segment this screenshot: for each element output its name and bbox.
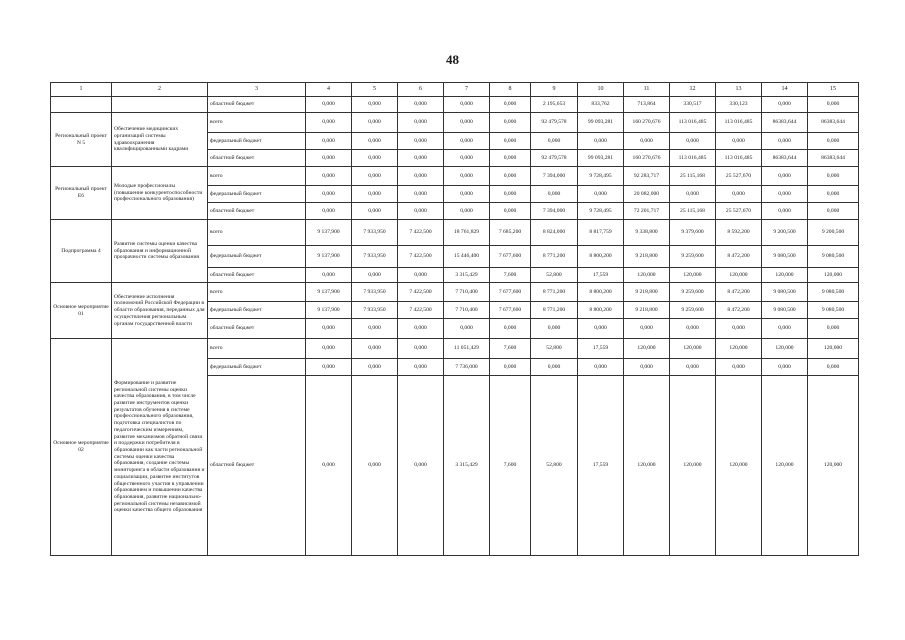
column-header: 12 xyxy=(670,83,716,97)
value-cell: 0,000 xyxy=(352,113,398,133)
value-cell: 0,000 xyxy=(762,319,808,339)
program-description-cell: Обеспечение исполнения полномочий Российской Федерации в области образования, переданных для осуществления региональным органам государственной власти xyxy=(112,283,208,339)
value-cell: 9 379,600 xyxy=(670,220,716,246)
value-cell: 86383,644 xyxy=(762,150,808,167)
value-cell: 7 677,600 xyxy=(490,283,531,302)
value-cell: 0,000 xyxy=(490,167,531,186)
value-cell: 99 093,281 xyxy=(578,113,624,133)
value-cell: 0,000 xyxy=(444,167,490,186)
value-cell: 113 016,485 xyxy=(716,150,762,167)
value-cell: 0,000 xyxy=(306,339,352,359)
funding-source-cell: областной бюджет xyxy=(208,97,306,113)
value-cell: 17,559 xyxy=(578,339,624,359)
value-cell: 0,000 xyxy=(398,359,444,376)
value-cell: 120,000 xyxy=(624,268,670,283)
value-cell: 120,000 xyxy=(716,268,762,283)
value-cell: 120,000 xyxy=(624,339,670,359)
value-cell: 120,000 xyxy=(808,376,859,556)
value-cell: 0,000 xyxy=(808,359,859,376)
value-cell: 160 270,676 xyxy=(624,113,670,133)
value-cell: 0,000 xyxy=(444,133,490,150)
value-cell: 25 115,168 xyxy=(670,203,716,220)
value-cell: 7 736,000 xyxy=(444,359,490,376)
value-cell: 8 824,000 xyxy=(531,220,578,246)
value-cell: 7 685,200 xyxy=(490,220,531,246)
value-cell: 7 677,600 xyxy=(490,246,531,268)
value-cell: 7 422,500 xyxy=(398,220,444,246)
program-code-cell: Региональный проект N 5 xyxy=(51,113,112,167)
value-cell: 0,000 xyxy=(531,319,578,339)
value-cell: 0,000 xyxy=(444,319,490,339)
value-cell: 113 016,485 xyxy=(670,150,716,167)
value-cell: 8 472,200 xyxy=(716,283,762,302)
value-cell: 0,000 xyxy=(444,203,490,220)
value-cell: 0,000 xyxy=(808,186,859,203)
value-cell: 120,000 xyxy=(762,268,808,283)
value-cell: 0,000 xyxy=(352,268,398,283)
value-cell: 0,000 xyxy=(306,150,352,167)
value-cell: 7 394,000 xyxy=(531,167,578,186)
funding-source-cell: федеральный бюджет xyxy=(208,133,306,150)
value-cell: 0,000 xyxy=(306,319,352,339)
value-cell: 0,000 xyxy=(808,167,859,186)
program-code-cell: Основное мероприятие 02 xyxy=(51,339,112,556)
table-row xyxy=(51,220,859,246)
value-cell: 0,000 xyxy=(306,167,352,186)
value-cell: 9 218,800 xyxy=(624,283,670,302)
value-cell: 0,000 xyxy=(490,359,531,376)
value-cell: 113 016,485 xyxy=(670,113,716,133)
value-cell: 9 080,500 xyxy=(808,302,859,319)
funding-source-cell: областной бюджет xyxy=(208,203,306,220)
value-cell: 7 933,950 xyxy=(352,302,398,319)
value-cell: 0,000 xyxy=(306,133,352,150)
funding-source-cell: федеральный бюджет xyxy=(208,246,306,268)
value-cell: 0,000 xyxy=(490,319,531,339)
value-cell: 9 080,500 xyxy=(762,246,808,268)
column-header: 8 xyxy=(490,83,531,97)
value-cell: 0,000 xyxy=(578,133,624,150)
value-cell: 86383,644 xyxy=(808,150,859,167)
value-cell: 86383,644 xyxy=(808,113,859,133)
value-cell: 0,000 xyxy=(306,359,352,376)
column-header: 9 xyxy=(531,83,578,97)
column-header: 7 xyxy=(444,83,490,97)
column-header: 15 xyxy=(808,83,859,97)
value-cell: 0,000 xyxy=(716,359,762,376)
value-cell: 9 728,495 xyxy=(578,167,624,186)
value-cell: 0,000 xyxy=(670,133,716,150)
value-cell: 0,000 xyxy=(808,133,859,150)
value-cell: 0,000 xyxy=(762,97,808,113)
value-cell: 25 527,670 xyxy=(716,203,762,220)
value-cell: 0,000 xyxy=(624,133,670,150)
value-cell: 0,000 xyxy=(306,376,352,556)
value-cell: 0,000 xyxy=(352,203,398,220)
value-cell: 0,000 xyxy=(578,319,624,339)
value-cell: 25 527,670 xyxy=(716,167,762,186)
column-header: 10 xyxy=(578,83,624,97)
value-cell: 7,600 xyxy=(490,268,531,283)
value-cell: 8 472,200 xyxy=(716,246,762,268)
value-cell: 9 137,900 xyxy=(306,220,352,246)
table-body xyxy=(51,97,859,556)
value-cell: 9 200,500 xyxy=(808,220,859,246)
value-cell: 0,000 xyxy=(531,133,578,150)
value-cell: 92 283,717 xyxy=(624,167,670,186)
value-cell: 160 270,676 xyxy=(624,150,670,167)
value-cell: 52,800 xyxy=(531,376,578,556)
value-cell: 120,000 xyxy=(624,376,670,556)
value-cell: 99 093,281 xyxy=(578,150,624,167)
funding-source-cell: областной бюджет xyxy=(208,319,306,339)
value-cell: 0,000 xyxy=(352,97,398,113)
value-cell: 0,000 xyxy=(398,203,444,220)
value-cell: 11 051,429 xyxy=(444,339,490,359)
value-cell: 120,000 xyxy=(808,268,859,283)
table-row xyxy=(51,283,859,302)
value-cell: 0,000 xyxy=(490,186,531,203)
value-cell: 0,000 xyxy=(398,167,444,186)
value-cell: 25 115,168 xyxy=(670,167,716,186)
value-cell: 17,559 xyxy=(578,376,624,556)
value-cell: 0,000 xyxy=(398,113,444,133)
column-header: 13 xyxy=(716,83,762,97)
funding-source-cell: федеральный бюджет xyxy=(208,302,306,319)
value-cell: 120,000 xyxy=(716,339,762,359)
value-cell: 0,000 xyxy=(398,319,444,339)
value-cell: 0,000 xyxy=(762,167,808,186)
value-cell: 0,000 xyxy=(352,167,398,186)
value-cell: 120,000 xyxy=(670,339,716,359)
value-cell: 713,864 xyxy=(624,97,670,113)
value-cell: 330,517 xyxy=(670,97,716,113)
value-cell: 120,000 xyxy=(716,376,762,556)
column-header: 14 xyxy=(762,83,808,97)
page-number: 48 xyxy=(446,52,459,67)
value-cell: 0,000 xyxy=(762,203,808,220)
funding-source-cell: федеральный бюджет xyxy=(208,186,306,203)
value-cell: 18 761,829 xyxy=(444,220,490,246)
value-cell: 9 137,900 xyxy=(306,283,352,302)
value-cell: 8 472,200 xyxy=(716,302,762,319)
table-row xyxy=(51,167,859,186)
program-description-cell: Формирование и развитие региональной системы оценки качества образования, в том числе развитие инструментов оценки результатов обучения в системе профессионального образования, подготовка специалистов по педагогическим измерениям, развитие механизмов обратной связи и поддержки потребителя в образовании как части региональной системы оценки качества образования, создание системы мониторинга в области образования и социализации, развитие институтов общественного участия в управлении образованием и повышении качества образования, развитие национально-региональной системы независимой оценки качества общего образования xyxy=(112,339,208,556)
funding-source-cell: всего xyxy=(208,113,306,133)
program-code-cell: Основное мероприятие 01 xyxy=(51,283,112,339)
value-cell: 9 259,600 xyxy=(670,283,716,302)
value-cell: 0,000 xyxy=(352,186,398,203)
value-cell: 0,000 xyxy=(398,376,444,556)
value-cell: 7 933,950 xyxy=(352,220,398,246)
value-cell: 0,000 xyxy=(624,319,670,339)
value-cell: 7 422,500 xyxy=(398,246,444,268)
value-cell: 9 200,500 xyxy=(762,220,808,246)
value-cell: 9 218,800 xyxy=(624,302,670,319)
value-cell: 0,000 xyxy=(398,339,444,359)
value-cell: 9 338,800 xyxy=(624,220,670,246)
column-header: 1 xyxy=(51,83,112,97)
budget-table xyxy=(50,82,859,556)
value-cell: 2 195,653 xyxy=(531,97,578,113)
program-description-cell xyxy=(112,97,208,113)
column-header: 4 xyxy=(306,83,352,97)
value-cell: 0,000 xyxy=(306,97,352,113)
value-cell: 0,000 xyxy=(531,186,578,203)
value-cell: 0,000 xyxy=(352,319,398,339)
value-cell: 0,000 xyxy=(398,133,444,150)
value-cell: 0,000 xyxy=(762,133,808,150)
value-cell: 0,000 xyxy=(762,186,808,203)
value-cell: 9 259,600 xyxy=(670,246,716,268)
value-cell: 0,000 xyxy=(670,319,716,339)
value-cell: 0,000 xyxy=(716,319,762,339)
value-cell: 7 933,950 xyxy=(352,246,398,268)
table-row xyxy=(51,113,859,133)
value-cell: 9 137,900 xyxy=(306,246,352,268)
value-cell: 0,000 xyxy=(670,359,716,376)
value-cell: 0,000 xyxy=(808,97,859,113)
value-cell: 8 800,200 xyxy=(578,246,624,268)
value-cell: 8 771,200 xyxy=(531,302,578,319)
value-cell: 113 016,485 xyxy=(716,113,762,133)
value-cell: 0,000 xyxy=(490,97,531,113)
program-description-cell: Молодые профессионалы (повышение конкурентоспособности профессионального образования) xyxy=(112,167,208,220)
funding-source-cell: всего xyxy=(208,167,306,186)
value-cell: 15 446,400 xyxy=(444,246,490,268)
column-header: 3 xyxy=(208,83,306,97)
value-cell: 7 710,400 xyxy=(444,283,490,302)
funding-source-cell: всего xyxy=(208,283,306,302)
value-cell: 92 479,578 xyxy=(531,150,578,167)
column-header: 11 xyxy=(624,83,670,97)
value-cell: 7,600 xyxy=(490,376,531,556)
value-cell: 0,000 xyxy=(531,359,578,376)
program-code-cell: Региональный проект Е6 xyxy=(51,167,112,220)
value-cell: 9 080,500 xyxy=(762,283,808,302)
value-cell: 9 137,900 xyxy=(306,302,352,319)
funding-source-cell: всего xyxy=(208,220,306,246)
value-cell: 0,000 xyxy=(444,113,490,133)
value-cell: 0,000 xyxy=(624,359,670,376)
value-cell: 9 080,500 xyxy=(808,246,859,268)
value-cell: 0,000 xyxy=(490,133,531,150)
value-cell: 0,000 xyxy=(306,203,352,220)
table-row xyxy=(51,97,859,113)
value-cell: 9 218,800 xyxy=(624,246,670,268)
funding-source-cell: областной бюджет xyxy=(208,376,306,556)
value-cell: 8 800,200 xyxy=(578,283,624,302)
value-cell: 0,000 xyxy=(670,186,716,203)
value-cell: 0,000 xyxy=(444,150,490,167)
value-cell: 9 080,500 xyxy=(762,302,808,319)
value-cell: 9 728,495 xyxy=(578,203,624,220)
column-header: 6 xyxy=(398,83,444,97)
value-cell: 7,600 xyxy=(490,339,531,359)
funding-source-cell: областной бюджет xyxy=(208,150,306,167)
value-cell: 0,000 xyxy=(444,97,490,113)
value-cell: 0,000 xyxy=(306,186,352,203)
value-cell: 8 800,200 xyxy=(578,302,624,319)
value-cell: 9 259,600 xyxy=(670,302,716,319)
value-cell: 9 080,500 xyxy=(808,283,859,302)
value-cell: 120,000 xyxy=(670,376,716,556)
program-code-cell xyxy=(51,97,112,113)
value-cell: 52,800 xyxy=(531,268,578,283)
table-row xyxy=(51,339,859,359)
value-cell: 0,000 xyxy=(808,319,859,339)
value-cell: 7 677,600 xyxy=(490,302,531,319)
value-cell: 0,000 xyxy=(490,150,531,167)
column-header: 2 xyxy=(112,83,208,97)
value-cell: 0,000 xyxy=(716,186,762,203)
value-cell: 0,000 xyxy=(306,113,352,133)
value-cell: 0,000 xyxy=(762,359,808,376)
value-cell: 0,000 xyxy=(578,359,624,376)
value-cell: 0,000 xyxy=(490,113,531,133)
value-cell: 20 082,000 xyxy=(624,186,670,203)
value-cell: 0,000 xyxy=(398,268,444,283)
value-cell: 0,000 xyxy=(398,150,444,167)
value-cell: 8 771,200 xyxy=(531,246,578,268)
value-cell: 0,000 xyxy=(444,186,490,203)
value-cell: 0,000 xyxy=(716,133,762,150)
funding-source-cell: областной бюджет xyxy=(208,268,306,283)
value-cell: 7 710,400 xyxy=(444,302,490,319)
value-cell: 833,762 xyxy=(578,97,624,113)
funding-source-cell: федеральный бюджет xyxy=(208,359,306,376)
value-cell: 92 479,578 xyxy=(531,113,578,133)
value-cell: 120,000 xyxy=(762,376,808,556)
value-cell: 3 315,429 xyxy=(444,268,490,283)
value-cell: 0,000 xyxy=(352,339,398,359)
funding-source-cell: всего xyxy=(208,339,306,359)
column-header: 5 xyxy=(352,83,398,97)
value-cell: 3 315,429 xyxy=(444,376,490,556)
program-description-cell: Обеспечение медицинских организаций системы здравоохранения квалифицированными кадрами xyxy=(112,113,208,167)
value-cell: 7 422,500 xyxy=(398,283,444,302)
value-cell: 120,000 xyxy=(808,339,859,359)
value-cell: 0,000 xyxy=(352,376,398,556)
value-cell: 72 201,717 xyxy=(624,203,670,220)
value-cell: 7 422,500 xyxy=(398,302,444,319)
value-cell: 7 394,000 xyxy=(531,203,578,220)
value-cell: 0,000 xyxy=(398,186,444,203)
value-cell: 0,000 xyxy=(352,150,398,167)
value-cell: 86383,644 xyxy=(762,113,808,133)
value-cell: 7 933,950 xyxy=(352,283,398,302)
program-description-cell: Развитие системы оценки качества образования и информационной прозрачности системы образования xyxy=(112,220,208,283)
value-cell: 0,000 xyxy=(490,203,531,220)
value-cell: 0,000 xyxy=(808,203,859,220)
value-cell: 52,800 xyxy=(531,339,578,359)
value-cell: 0,000 xyxy=(398,97,444,113)
header-row xyxy=(51,83,859,97)
value-cell: 0,000 xyxy=(352,133,398,150)
value-cell: 120,000 xyxy=(762,339,808,359)
value-cell: 120,000 xyxy=(670,268,716,283)
value-cell: 0,000 xyxy=(306,268,352,283)
value-cell: 8 771,200 xyxy=(531,283,578,302)
program-code-cell: Подпрограмма 4 xyxy=(51,220,112,283)
value-cell: 8 592,200 xyxy=(716,220,762,246)
value-cell: 0,000 xyxy=(352,359,398,376)
value-cell: 0,000 xyxy=(578,186,624,203)
value-cell: 8 817,759 xyxy=(578,220,624,246)
value-cell: 330,123 xyxy=(716,97,762,113)
value-cell: 17,559 xyxy=(578,268,624,283)
